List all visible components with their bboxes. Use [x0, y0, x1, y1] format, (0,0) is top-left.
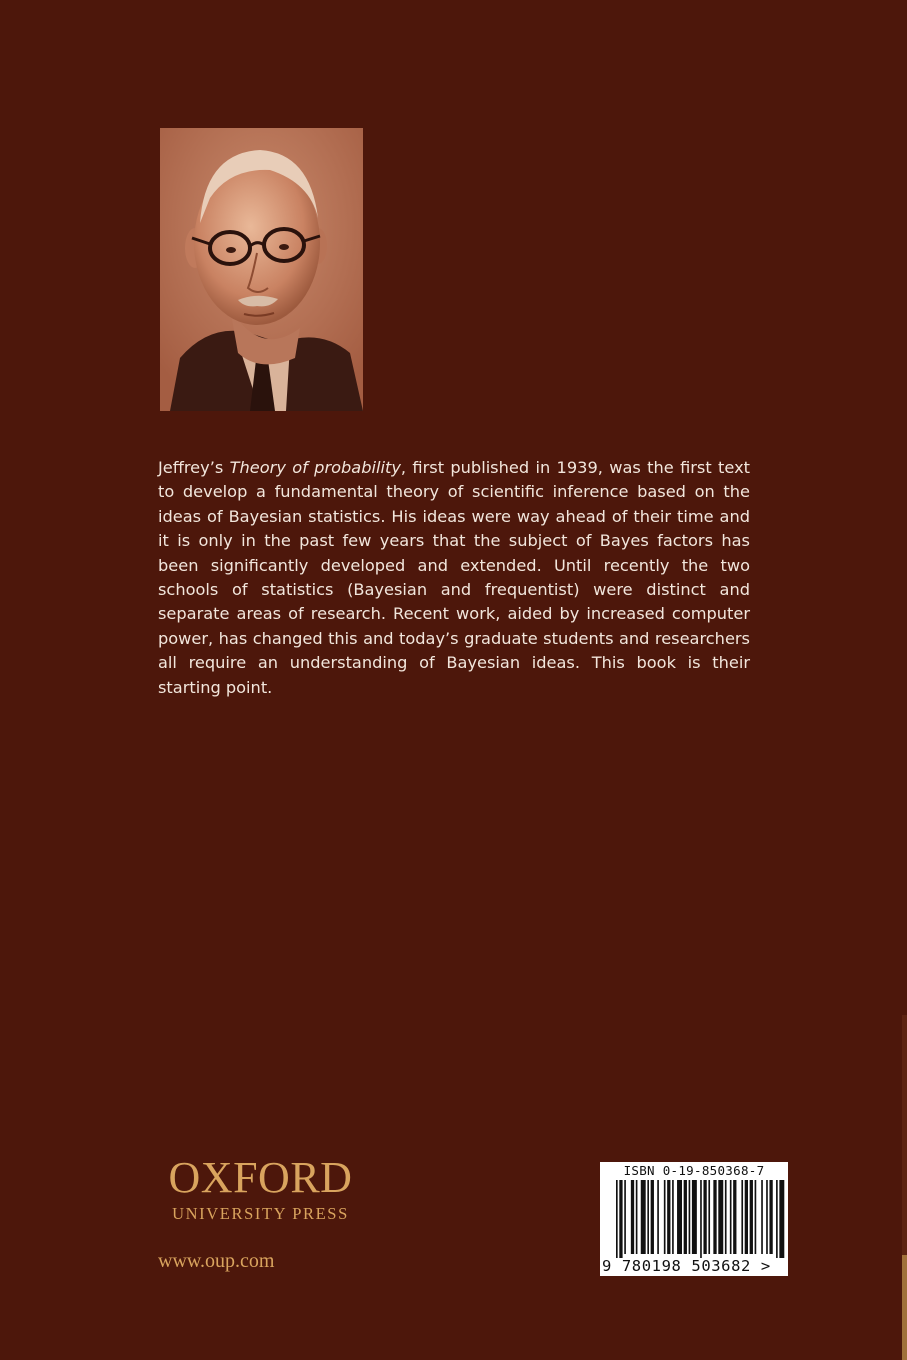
- barcode-bar: [657, 1180, 659, 1254]
- barcode-bar: [689, 1180, 691, 1254]
- barcode-bar: [641, 1180, 646, 1254]
- barcode-bar: [692, 1180, 697, 1254]
- barcode-bar: [708, 1180, 710, 1254]
- barcode-bar: [647, 1180, 649, 1254]
- description-blurb: [158, 456, 750, 700]
- barcode-bar: [776, 1180, 778, 1258]
- barcode-bar: [677, 1180, 682, 1254]
- barcode-bar: [761, 1180, 763, 1254]
- barcode-bars: [600, 1180, 788, 1258]
- barcode-bar: [667, 1180, 670, 1254]
- blurb-body: , first published in 1939, was the first text to develop a fundamental theory of scientific inference based on the ideas of Bayesian statistics. His ideas were way ahead of their time and it is only in the past few years that the subject of Bayes factors has been significantly developed and extended. Until recently the two schools of statistics (Bayesian and frequentist) were distinct and separate areas of research. Recent work, aided by increased computer power, has changed this and today’s graduate students and researchers all require an understanding of Bayesian ideas. This book is their starting point.: [158, 458, 751, 697]
- barcode-bar: [741, 1180, 743, 1254]
- barcode-bar: [703, 1180, 706, 1254]
- author-portrait: [160, 128, 363, 411]
- barcode-bar: [769, 1180, 772, 1254]
- barcode-bar: [624, 1180, 626, 1254]
- barcode-bar: [684, 1180, 687, 1254]
- spine-edge-gold: [902, 1255, 907, 1360]
- barcode-bar: [672, 1180, 674, 1254]
- ean-digits: 9 780198 503682 >: [602, 1257, 771, 1275]
- barcode-bar: [631, 1180, 634, 1254]
- barcode-bar: [733, 1180, 736, 1254]
- barcode-bar: [713, 1180, 716, 1254]
- publisher-subname: UNIVERSITY PRESS: [172, 1204, 349, 1223]
- blurb-lead: Jeffrey’s: [158, 458, 230, 477]
- barcode-bar: [755, 1180, 757, 1254]
- barcode-bar: [636, 1180, 638, 1254]
- publisher-logo: [158, 1153, 363, 1224]
- barcode-bar: [730, 1180, 732, 1254]
- book-title: Theory of probability: [229, 458, 401, 477]
- publisher-name: OXFORD: [168, 1153, 353, 1202]
- barcode-bar: [718, 1180, 723, 1254]
- barcode-bar: [616, 1180, 618, 1258]
- isbn-label: ISBN 0-19-850368-7: [623, 1163, 765, 1178]
- barcode-bar: [779, 1180, 784, 1258]
- isbn-barcode: [600, 1162, 788, 1276]
- barcode-bar: [651, 1180, 654, 1254]
- publisher-website: www.oup.com: [158, 1250, 275, 1272]
- barcode-bar: [766, 1180, 768, 1254]
- barcode-bar: [725, 1180, 727, 1254]
- spine-edge-strip: [902, 1015, 907, 1255]
- barcode-bar: [745, 1180, 748, 1254]
- barcode-bar: [664, 1180, 666, 1254]
- barcode-bar: [700, 1180, 702, 1258]
- barcode-bar: [619, 1180, 622, 1258]
- barcode-bar: [750, 1180, 753, 1254]
